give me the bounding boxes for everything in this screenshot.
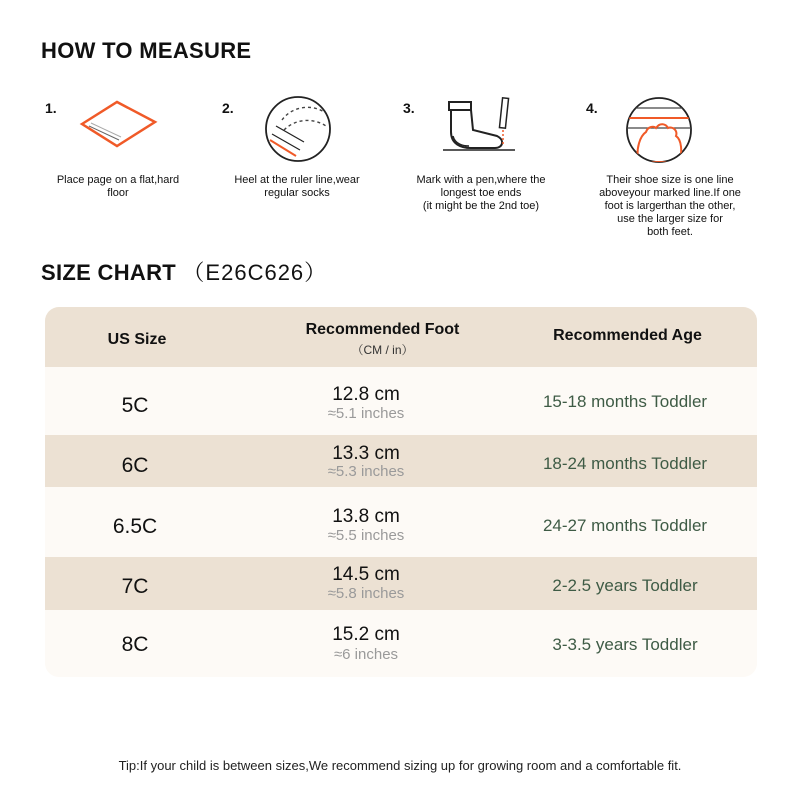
size-cell: 6C xyxy=(121,454,149,477)
foot-cm-cell: 14.5 cm xyxy=(332,564,400,585)
foot-inch-cell: ≈5.1 inches xyxy=(327,405,405,422)
header-foot-units: （CM / in） xyxy=(351,343,414,357)
size-chart-label: SIZE CHART xyxy=(41,260,176,285)
step-caption: Place page on a flat,hard floor xyxy=(56,174,180,199)
table-row xyxy=(45,557,757,610)
age-cell: 24-27 months Toddler xyxy=(542,516,708,535)
table-row xyxy=(45,610,757,677)
foot-inch-cell: ≈5.8 inches xyxy=(327,585,405,602)
header-us-size: US Size xyxy=(107,331,167,348)
foot-on-lines-icon xyxy=(624,96,694,164)
heel-at-line-icon xyxy=(262,96,334,162)
foot-cm-cell: 13.8 cm xyxy=(332,506,400,527)
step-number: 2. xyxy=(222,100,234,116)
step-caption: Heel at the ruler line,wear regular socks xyxy=(234,174,360,199)
step-caption: Their shoe size is one line aboveyour marked line.If one foot is largerthan the other, use the larger size for both feet. xyxy=(599,174,741,238)
size-cell: 8C xyxy=(121,633,149,656)
foot-cm-cell: 13.3 cm xyxy=(332,443,400,464)
age-cell: 15-18 months Toddler xyxy=(542,392,708,411)
age-cell: 2-2.5 years Toddler xyxy=(552,576,698,595)
foot-inch-cell: ≈5.5 inches xyxy=(327,527,405,544)
size-cell: 6.5C xyxy=(112,515,158,538)
sock-and-pen-icon xyxy=(439,96,519,156)
table-header xyxy=(45,307,757,367)
age-cell: 3-3.5 years Toddler xyxy=(552,635,698,654)
table-row xyxy=(45,367,757,435)
size-cell: 5C xyxy=(121,394,149,417)
step-caption: Mark with a pen,where the longest toe ends (it might be the 2nd toe) xyxy=(416,174,546,212)
foot-inch-cell: ≈5.3 inches xyxy=(327,463,405,480)
model-number: （E26C626） xyxy=(182,260,328,285)
table-row xyxy=(45,435,757,487)
size-chart-title xyxy=(41,256,327,287)
foot-inch-cell: ≈6 inches xyxy=(333,646,399,663)
sizing-tip: Tip:If your child is between sizes,We recommend sizing up for growing room and a comfortable fit. xyxy=(118,758,682,773)
size-chart-table xyxy=(45,307,757,677)
size-cell: 7C xyxy=(121,575,149,598)
foot-cm-cell: 12.8 cm xyxy=(332,384,400,405)
age-cell: 18-24 months Toddler xyxy=(542,454,708,473)
how-to-measure-title: HOW TO MEASURE xyxy=(41,38,252,63)
step-number: 4. xyxy=(586,100,598,116)
paper-on-floor-icon xyxy=(77,100,159,150)
header-recommended-age: Recommended Age xyxy=(553,327,702,344)
step-number: 3. xyxy=(403,100,415,116)
table-row xyxy=(45,487,757,557)
header-recommended-foot: Recommended Foot xyxy=(305,321,460,338)
foot-cm-cell: 15.2 cm xyxy=(332,624,400,645)
step-number: 1. xyxy=(45,100,57,116)
